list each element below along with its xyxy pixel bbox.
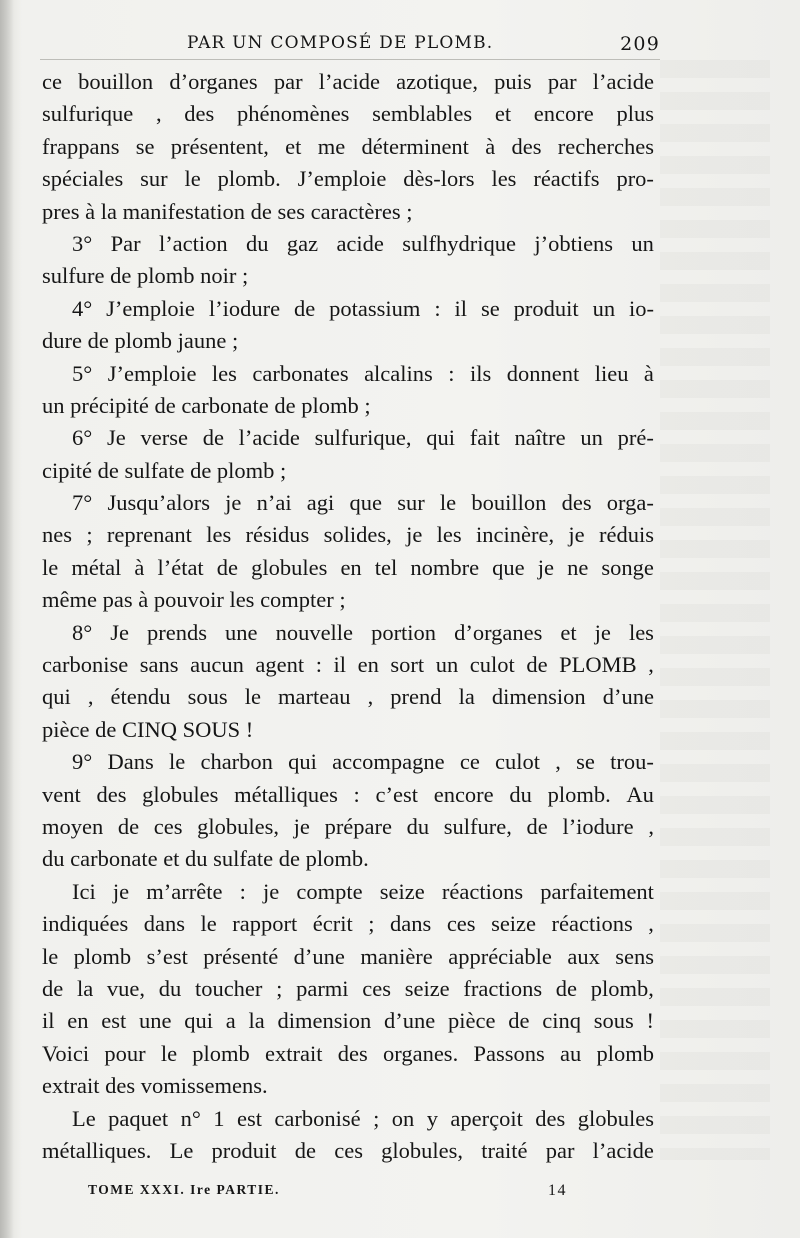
text-line: carbonise sans aucun agent : il en sort un culot de PLOMB ,	[42, 652, 654, 678]
text-line: de la vue, du toucher ; parmi ces seize fractions de plomb,	[42, 975, 654, 1001]
text-line: 6° Je verse de l’acide sulfurique, qui fait naître un pré-	[72, 425, 654, 451]
text-line: moyen de ces globules, je prépare du sulfure, de l’iodure ,	[42, 813, 654, 839]
text-line: ce bouillon d’organes par l’acide azotique, puis par l’acide	[42, 69, 654, 94]
text-line: dure de plomb jaune ;	[42, 328, 239, 354]
show-through-text	[660, 60, 770, 1160]
body-text	[42, 66, 654, 1167]
page-header	[187, 33, 660, 55]
text-line: Le paquet n° 1 est carbonisé ; on y aperçoit des globules	[72, 1105, 654, 1131]
signature-mark: TOME XXXI. Ire PARTIE.	[88, 1182, 280, 1197]
page-gutter-shadow	[0, 0, 14, 1238]
text-line: 5° J’emploie les carbonates alcalins : ils donnent lieu à	[72, 360, 654, 386]
text-line: le métal à l’état de globules en tel nombre que je ne songe	[42, 554, 654, 580]
gathering-number: 14	[548, 1182, 567, 1199]
text-line: extrait des vomissemens.	[42, 1073, 268, 1099]
text-line: du carbonate et du sulfate de plomb.	[42, 846, 369, 872]
text-line: indiquées dans le rapport écrit ; dans ces seize réactions ,	[42, 911, 654, 937]
running-title: PAR UN COMPOSÉ DE PLOMB.	[187, 33, 494, 53]
text-line: un précipité de carbonate de plomb ;	[42, 392, 371, 418]
text-line: il en est une qui a la dimension d’une pièce de cinq sous !	[42, 1008, 654, 1034]
text-line: pièce de CINQ SOUS !	[42, 716, 254, 742]
text-line: qui , étendu sous le marteau , prend la dimension d’une	[42, 684, 654, 710]
text-line: cipité de sulfate de plomb ;	[42, 457, 287, 483]
text-line: 9° Dans le charbon qui accompagne ce culot , se trou-	[72, 749, 654, 775]
text-line: sulfurique , des phénomènes semblables et encore plus	[42, 101, 654, 127]
text-line: métalliques. Le produit de ces globules, traité par l’acide	[42, 1137, 654, 1163]
text-line: Voici pour le plomb extrait des organes. Passons au plomb	[42, 1040, 654, 1066]
text-line: sulfure de plomb noir ;	[42, 263, 249, 289]
text-line: Ici je m’arrête : je compte seize réactions parfaitement	[72, 878, 654, 904]
text-line: vent des globules métalliques : c’est encore du plomb. Au	[42, 781, 654, 807]
header-rule	[40, 59, 660, 60]
text-line: spéciales sur le plomb. J’emploie dès-lors les réactifs pro-	[42, 166, 654, 192]
page-number: 209	[620, 33, 660, 55]
text-line: 4° J’emploie l’iodure de potassium : il se produit un io-	[72, 295, 654, 321]
text-line: nes ; reprenant les résidus solides, je les incinère, je réduis	[42, 522, 654, 548]
text-line: frappans se présentent, et me déterminent à des recherches	[42, 133, 654, 159]
text-line: le plomb s’est présenté d’une manière appréciable aux sens	[42, 943, 654, 969]
text-line: pres à la manifestation de ses caractères ;	[42, 198, 413, 224]
text-line: 8° Je prends une nouvelle portion d’organes et je les	[72, 619, 654, 645]
text-line: 3° Par l’action du gaz acide sulfhydrique j’obtiens un	[72, 230, 654, 256]
text-line: même pas à pouvoir les compter ;	[42, 587, 346, 613]
text-line: 7° Jusqu’alors je n’ai agi que sur le bouillon des orga-	[72, 490, 654, 516]
